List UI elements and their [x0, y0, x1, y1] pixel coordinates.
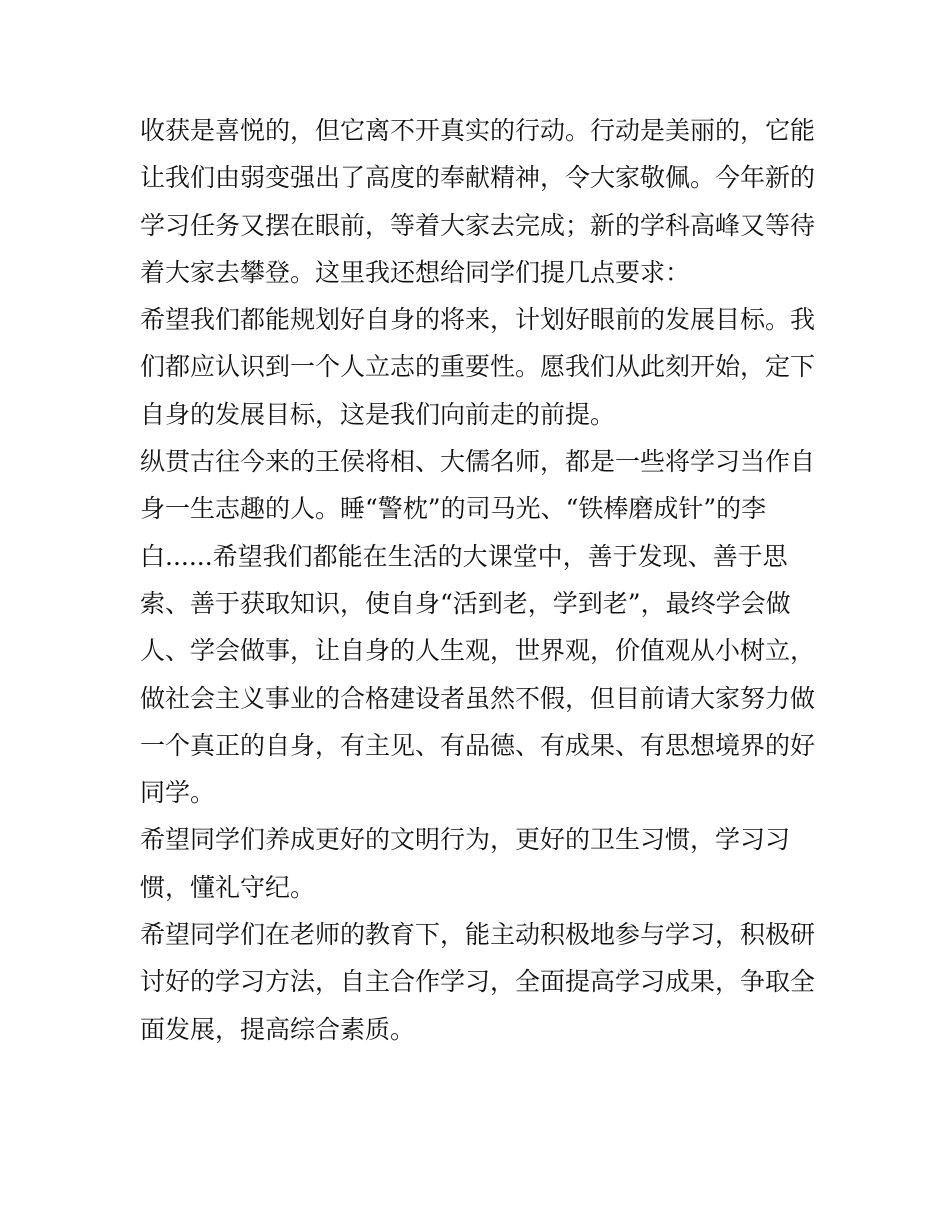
- text-line: 面发展，提高综合素质。: [140, 1014, 416, 1044]
- text-line: 同学。: [140, 778, 216, 808]
- text-line: 着大家去攀登。这里我还想给同学们提几点要求：: [140, 257, 691, 287]
- text-line: 人、学会做事，让自身的人生观，世界观，价值观从小树立，: [140, 636, 816, 666]
- text-line: 做社会主义事业的合格建设者虽然不假，但目前请大家努力做: [140, 683, 816, 713]
- text-line: 希望我们都能规划好自身的将来，计划好眼前的发展目标。我: [140, 305, 816, 335]
- text-line: 自身的发展目标，这是我们向前走的前提。: [140, 399, 616, 429]
- text-line: 学习任务又摆在眼前，等着大家去完成；新的学科高峰又等待: [140, 210, 816, 240]
- text-line: 收获是喜悦的，但它离不开真实的行动。行动是美丽的，它能: [140, 116, 816, 145]
- text-line: 索、善于获取知识，使自身“活到老，学到老”，最终学会做: [140, 588, 791, 618]
- text-line: 希望同学们在老师的教育下，能主动积极地参与学习，积极研: [140, 920, 816, 950]
- text-line: 纵贯古往今来的王侯将相、大儒名师，都是一些将学习当作自: [140, 447, 816, 477]
- text-line: 惯，懂礼守纪。: [140, 872, 316, 902]
- text-line: 希望同学们养成更好的文明行为，更好的卫生习惯，学习习: [140, 825, 791, 855]
- text-line: 白......希望我们都能在生活的大课堂中，善于发现、善于思: [140, 541, 788, 571]
- text-line: 让我们由弱变强出了高度的奉献精神，令大家敬佩。今年新的: [140, 163, 816, 193]
- text-line: 讨好的学习方法，自主合作学习，全面提高学习成果，争取全: [140, 967, 816, 997]
- text-line: 们都应认识到一个人立志的重要性。愿我们从此刻开始，定下: [140, 352, 816, 382]
- document-body: [140, 107, 820, 1053]
- text-line: 身一生志趣的人。睡“警枕”的司马光、“铁棒磨成针”的李: [140, 494, 767, 524]
- text-line: 一个真正的自身，有主见、有品德、有成果、有思想境界的好: [140, 730, 816, 760]
